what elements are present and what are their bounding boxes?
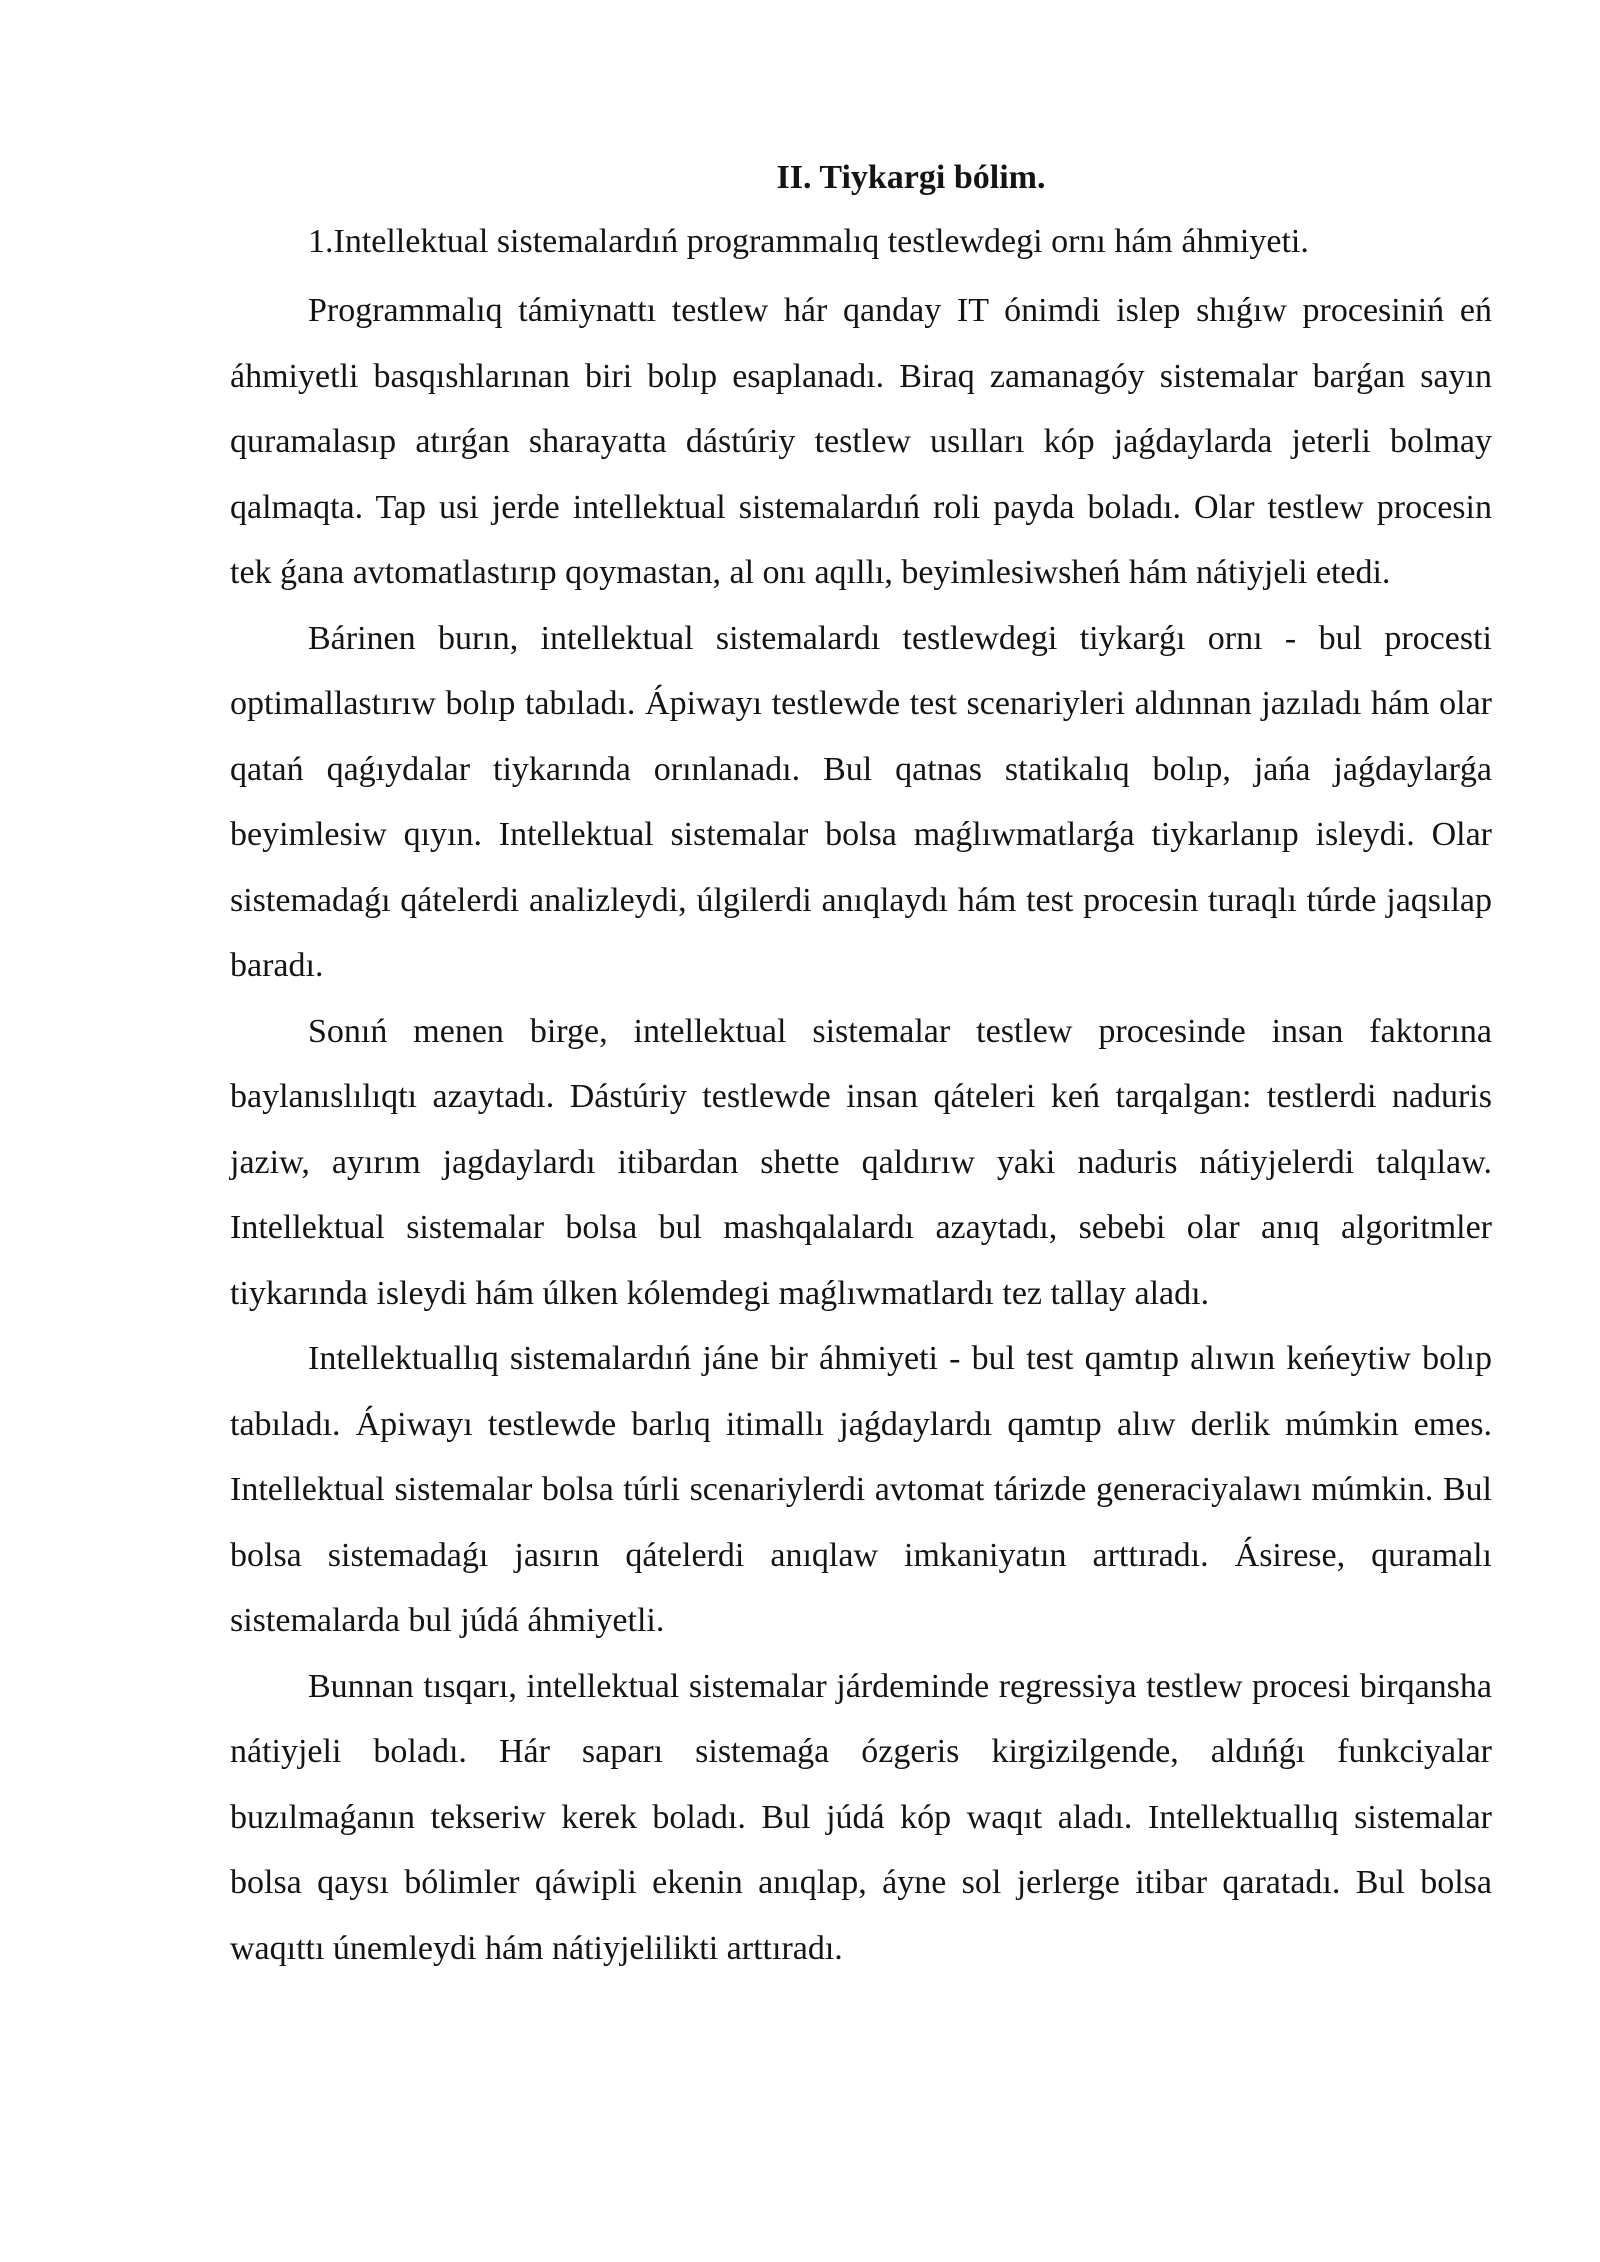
section-heading: II. Tiykargi bólim. — [776, 159, 1046, 196]
paragraph-4: Intellektuallıq sistemalardıń jáne bir áhmiyeti - bul test qamtıp alıwın keńeytiw bolıp tabıladı. Ápiwayı testlewde barlıq itimallı jaǵdaylardı qamtıp alıw derlik múmkin emes. Intellektual sistemalar bolsa túrli scenariylerdi avtomat tárizde generaciyalawı múmkin. Bul bolsa sistemadaǵı jasırın qátelerdi anıqlaw imkaniyatın arttıradı. Ásirese, quramalı sistemalarda bul júdá áhmiyetli. — [230, 1340, 1492, 1639]
paragraph-3: Sonıń menen birge, intellektual sistemalar testlew procesinde insan faktorına baylanıslılıqtı azaytadı. Dástúriy testlewde insan qáteleri keń tarqalgan: testlerdi naduris jaziw, ayırım jagdaylardı itibardan shette qaldırıw yaki naduris nátiyjelerdi talqılaw. Intellektual sistemalar bolsa bul mashqalalardı azaytadı, sebebi olar anıq algoritmler tiykarında isleydi hám úlken kólemdegi maǵlıwmatlardı tez tallay aladı. — [230, 1012, 1492, 1312]
paragraph-2: Bárinen burın, intellektual sistemalardı testlewdegi tiykarǵı ornı - bul procesti optimallastırıw bolıp tabıladı. Ápiwayı testlewde test scenariyleri aldınnan jazıladı hám olar qatań qaǵıydalar tiykarında orınlanadı. Bul qatnas statikalıq bolıp, jańa jaǵdaylarǵa beyimlesiw qıyın. Intellektual sistemalar bolsa maǵlıwmatlarǵa tiykarlanıp isleydi. Olar sistemadaǵı qátelerdi analizleydi, úlgilerdi anıqlaydı hám test procesin turaqlı túrde jaqsılap baradı. — [230, 619, 1492, 984]
paragraph-5: Bunnan tısqarı, intellektual sistemalar járdeminde regressiya testlew procesi birqansha nátiyjeli boladı. Hár saparı sistemaǵa ózgeris kirgizilgende, aldıńǵı funkciyalar buzılmaǵanın tekseriw kerek boladı. Bul júdá kóp waqıt aladı. Intellektuallıq sistemalar bolsa qaysı bólimler qáwipli ekenin anıqlap, áyne sol jerlerge itibar qaratadı. Bul bolsa waqıttı únemleydi hám nátiyjelilikti arttıradı. — [230, 1667, 1492, 1967]
paragraph-1: Programmalıq támiynattı testlew hár qanday IT ónimdi islep shıǵıw procesiniń eń áhmiyetli basqıshlarınan biri bolıp esaplanadı. Biraq zamanagóy sistemalar barǵan sayın quramalasıp atırǵan sharayatta dástúriy testlew usılları kóp jaǵdaylarda jeterli bolmay qalmaqta. Tap usi jerde intellektual sistemalardıń roli payda boladı. Olar testlew procesin tek ǵana avtomatlastırıp qoymastan, al onı aqıllı, beyimlesiwsheń hám nátiyjeli etedi. — [230, 292, 1492, 591]
subsection-heading: 1.Intellektual sistemalardıń programmalıq testlewdegi ornı hám áhmiyeti. — [308, 223, 1309, 260]
page-content — [230, 150, 1492, 1981]
